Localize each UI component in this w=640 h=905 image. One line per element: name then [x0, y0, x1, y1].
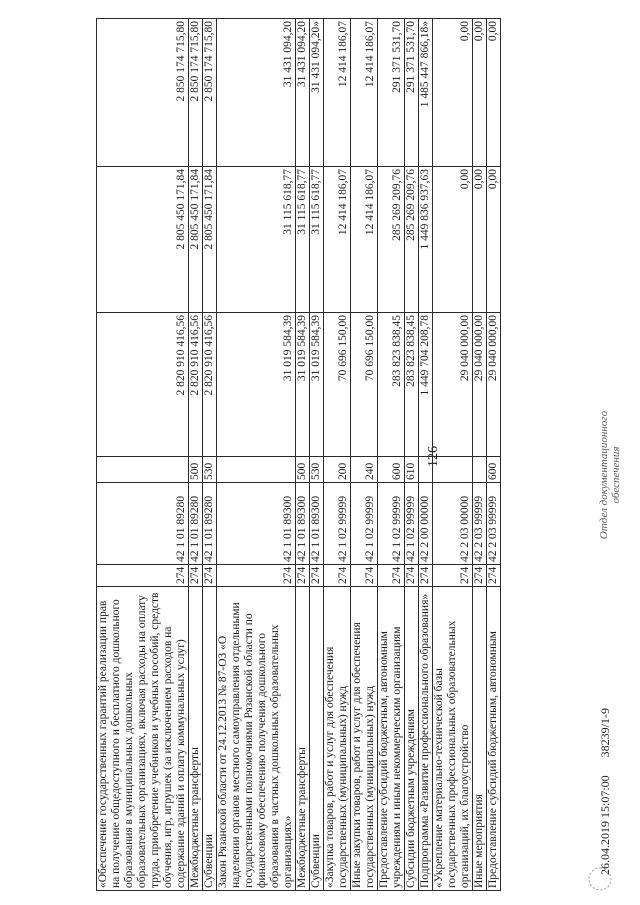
row-org-code: 274	[217, 565, 296, 587]
row-expense-type: 530	[203, 457, 217, 483]
row-amount-2020: 31 115 618,77	[296, 167, 310, 313]
table-row	[405, 19, 419, 891]
row-amount-2021: 1 485 447 866,18»	[419, 19, 433, 167]
row-org-code: 274	[433, 565, 473, 587]
row-org-code: 274	[487, 565, 501, 587]
department-stamp	[598, 375, 622, 575]
row-name: «Обеспечение государственных гарантий реализации прав на получение общедоступного и бесплатного дошкольного образования в муниципальных дошкольных образовательных организациях, включая расходы на оплату труда, приобретение учебников и учебных пособий, средств обучения, игр, игрушек (за исключением расходов на содержание зданий и оплату коммунальных услуг)	[97, 587, 189, 891]
row-name: «Закупка товаров, работ и услуг для обеспечения государственных (муниципальных) нужд	[324, 587, 351, 891]
row-target-article: 42 1 02 99999	[351, 483, 378, 565]
row-amount-2019: 29 040 000,00	[433, 313, 473, 457]
row-amount-2021: 2 850 174 715,80	[97, 19, 189, 167]
stamp-line-2: обеспечения	[610, 446, 622, 504]
row-target-article: 42 1 01 89280	[203, 483, 217, 565]
row-name: Субсидии бюджетным учреждениям	[405, 587, 419, 891]
row-amount-2021: 12 414 186,07	[351, 19, 378, 167]
row-amount-2019: 70 696 150,00	[351, 313, 378, 457]
row-amount-2019: 2 820 910 416,56	[97, 313, 189, 457]
row-amount-2019: 283 823 838,45	[405, 313, 419, 457]
row-target-article: 42 1 01 89300	[296, 483, 310, 565]
row-org-code: 274	[378, 565, 405, 587]
table-row	[296, 19, 310, 891]
row-org-code: 274	[310, 565, 324, 587]
row-amount-2019: 29 040 000,00	[473, 313, 487, 457]
row-target-article: 42 1 02 99999	[324, 483, 351, 565]
row-amount-2021: 0,00	[433, 19, 473, 167]
table-row	[351, 19, 378, 891]
row-name: Иные закупки товаров, работ и услуг для обеспечения государственных (муниципальных) нужд	[351, 587, 378, 891]
row-org-code: 274	[189, 565, 203, 587]
row-name: Подпрограмма «Развитие профессионального образования»	[419, 587, 433, 891]
row-org-code: 274	[419, 565, 433, 587]
row-expense-type	[433, 457, 473, 483]
row-expense-type	[217, 457, 296, 483]
row-target-article: 42 1 02 99999	[378, 483, 405, 565]
row-target-article: 42 1 01 89280	[97, 483, 189, 565]
row-amount-2020: 1 449 836 937,63	[419, 167, 433, 313]
row-amount-2020: 12 414 186,07	[351, 167, 378, 313]
row-amount-2020: 31 115 618,77	[217, 167, 296, 313]
row-expense-type	[419, 457, 433, 483]
row-amount-2020: 0,00	[487, 167, 501, 313]
row-amount-2021: 0,00	[473, 19, 487, 167]
row-amount-2020: 31 115 618,77	[310, 167, 324, 313]
row-amount-2019: 1 449 704 208,78	[419, 313, 433, 457]
budget-table	[96, 18, 501, 891]
table-row	[487, 19, 501, 891]
row-amount-2019: 2 820 910 416,56	[203, 313, 217, 457]
row-target-article: 42 2 00 00000	[419, 483, 433, 565]
row-amount-2021: 31 431 094,20»	[310, 19, 324, 167]
row-amount-2021: 0,00	[487, 19, 501, 167]
row-expense-type: 610	[405, 457, 419, 483]
row-amount-2019: 31 019 584,39	[296, 313, 310, 457]
row-target-article: 42 2 03 99999	[473, 483, 487, 565]
row-amount-2020: 0,00	[473, 167, 487, 313]
row-name: Субвенции	[310, 587, 324, 891]
footer	[598, 708, 613, 875]
row-amount-2021: 291 371 531,70	[405, 19, 419, 167]
table-row	[324, 19, 351, 891]
row-target-article: 42 2 03 00000	[433, 483, 473, 565]
row-amount-2019: 70 696 150,00	[324, 313, 351, 457]
row-org-code: 274	[405, 565, 419, 587]
row-org-code: 274	[351, 565, 378, 587]
row-target-article: 42 1 01 89280	[189, 483, 203, 565]
row-org-code: 274	[296, 565, 310, 587]
row-target-article: 42 1 02 99999	[405, 483, 419, 565]
table-row	[433, 19, 473, 891]
table-row	[217, 19, 296, 891]
row-name: Иные мероприятия	[473, 587, 487, 891]
row-target-article: 42 1 01 89300	[217, 483, 296, 565]
footer-date: 26.04.2019 15:07:00	[598, 775, 612, 875]
row-amount-2019: 283 823 838,45	[378, 313, 405, 457]
row-amount-2021: 31 431 094,20	[296, 19, 310, 167]
row-amount-2021: 2 850 174 715,80	[189, 19, 203, 167]
row-amount-2021: 291 371 531,70	[378, 19, 405, 167]
row-amount-2020: 2 805 450 171,84	[97, 167, 189, 313]
row-org-code: 274	[473, 565, 487, 587]
row-target-article: 42 2 03 99999	[487, 483, 501, 565]
row-amount-2020: 2 805 450 171,84	[189, 167, 203, 313]
row-amount-2020: 2 805 450 171,84	[203, 167, 217, 313]
row-expense-type: 240	[351, 457, 378, 483]
row-name: Межбюджетные трансферты	[189, 587, 203, 891]
row-expense-type: 530	[310, 457, 324, 483]
row-amount-2020: 285 269 209,76	[405, 167, 419, 313]
row-amount-2019: 29 040 000,00	[487, 313, 501, 457]
row-name: Предоставление субсидий бюджетным, автономным	[487, 587, 501, 891]
row-name: Субвенции	[203, 587, 217, 891]
page-number: 126	[426, 446, 441, 467]
row-expense-type: 200	[324, 457, 351, 483]
table-row	[189, 19, 203, 891]
row-name: Закон Рязанской области от 24.12.2013 № 87-ОЗ «О наделении органов местного самоуправления отдельными государственными полномочиями Рязанской области по финансовому обеспечению получения дошкольного образования в частных дошкольных образовательных организациях»	[217, 587, 296, 891]
row-expense-type: 500	[296, 457, 310, 483]
stamp-line-1: Отдел документационного	[598, 410, 610, 540]
row-expense-type: 500	[189, 457, 203, 483]
table-row	[378, 19, 405, 891]
table-row	[97, 19, 189, 891]
table-row	[419, 19, 433, 891]
row-expense-type: 600	[378, 457, 405, 483]
row-org-code: 274	[97, 565, 189, 587]
row-expense-type: 600	[487, 457, 501, 483]
row-amount-2020: 12 414 186,07	[324, 167, 351, 313]
row-target-article: 42 1 01 89300	[310, 483, 324, 565]
row-amount-2020: 285 269 209,76	[378, 167, 405, 313]
row-amount-2021: 12 414 186,07	[324, 19, 351, 167]
row-expense-type	[473, 457, 487, 483]
row-name: «Укрепление материально-технической базы государственных профессиональных образовательных организаций, их благоустройство	[433, 587, 473, 891]
row-amount-2019: 2 820 910 416,56	[189, 313, 203, 457]
row-name: Межбюджетные трансферты	[296, 587, 310, 891]
table-row	[473, 19, 487, 891]
row-amount-2019: 31 019 584,39	[310, 313, 324, 457]
row-amount-2021: 2 850 174 715,80	[203, 19, 217, 167]
row-amount-2019: 31 019 584,39	[217, 313, 296, 457]
table-row	[203, 19, 217, 891]
row-org-code: 274	[324, 565, 351, 587]
row-amount-2020: 0,00	[433, 167, 473, 313]
table-row	[310, 19, 324, 891]
row-expense-type	[97, 457, 189, 483]
footer-doc-id: 38239/1-9	[598, 707, 612, 758]
row-name: Предоставление субсидий бюджетным, автономным учреждениям и иным некоммерческим организациям	[378, 587, 405, 891]
row-amount-2021: 31 431 094,20	[217, 19, 296, 167]
row-org-code: 274	[203, 565, 217, 587]
